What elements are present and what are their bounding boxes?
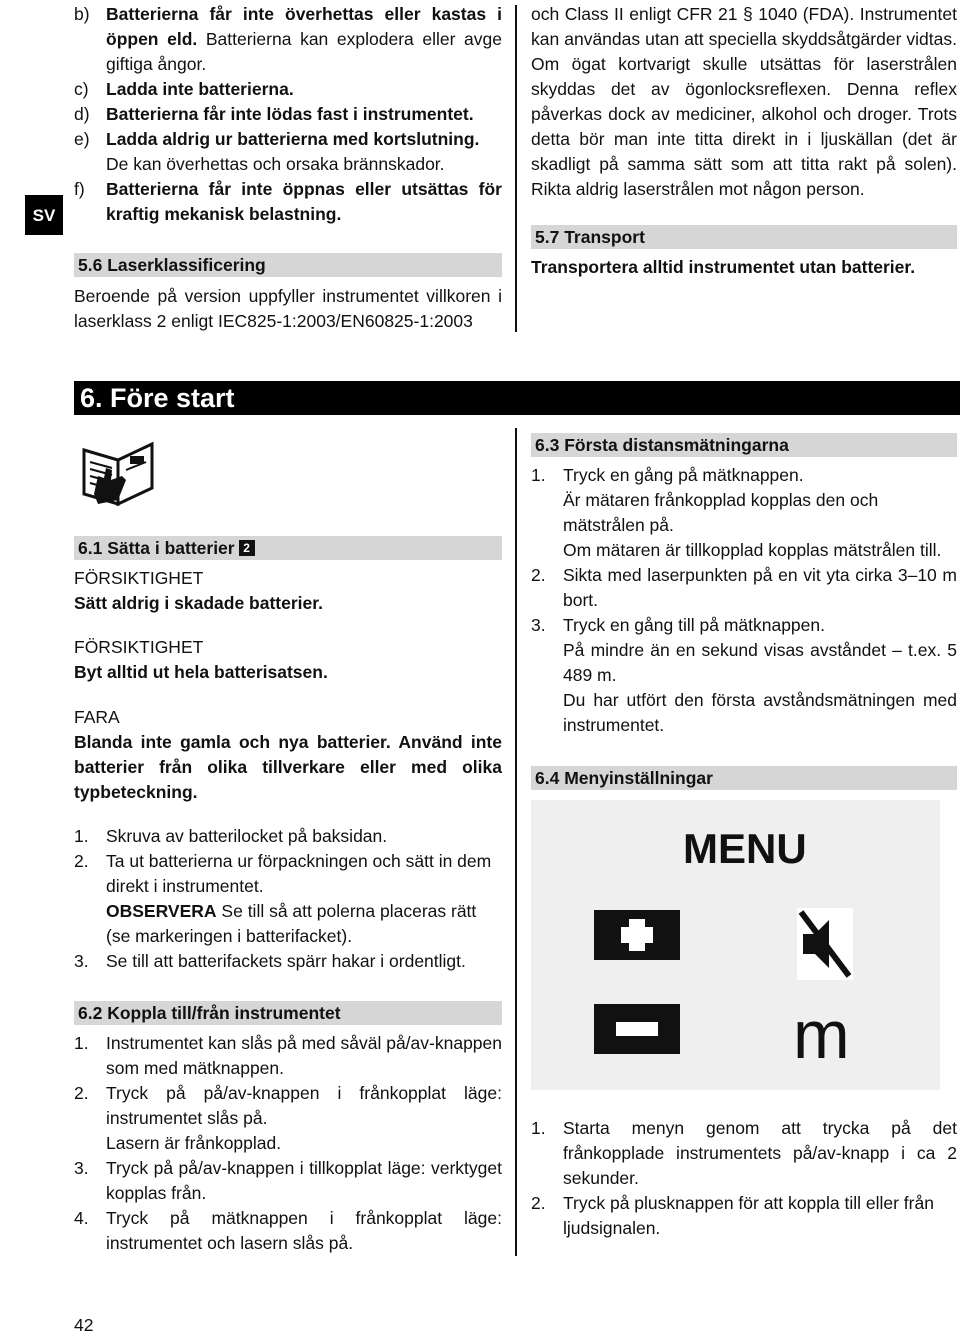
step-number: 3. (74, 951, 89, 971)
minus-icon (594, 1004, 680, 1054)
list-item (74, 949, 502, 974)
step-text: Tryck på plusknappen för att koppla till eller från ljudsignalen. (563, 1193, 934, 1238)
danger-block (74, 705, 502, 805)
first-measure-steps (531, 463, 957, 738)
item-bold-text: Ladda inte batterierna. (106, 79, 294, 99)
list-item (74, 102, 502, 127)
step-text: Tryck en gång till på mätknappen. (563, 615, 825, 635)
warning-text: Byt alltid ut hela batterisatsen. (74, 662, 328, 682)
mute-speaker-icon (797, 908, 853, 980)
step-number: 2. (74, 1083, 89, 1103)
section-heading-6-2: 6.2 Koppla till/från instrumentet (74, 1001, 502, 1025)
step-text: Är mätaren frånkopplad kopplas den och mätstrålen på. (563, 490, 879, 535)
section-title: 6.1 Sätta i batterier (78, 538, 235, 558)
step-text: Skruva av batterilocket på baksidan. (106, 826, 388, 846)
section-heading-6-4: 6.4 Menyinställningar (531, 766, 957, 790)
power-steps (74, 1031, 502, 1256)
list-item (74, 177, 502, 227)
step-text: Starta menyn genom att trycka på det frånkopplade instrumentets på/av-knapp i ca 2 sekunder. (563, 1118, 957, 1188)
menu-steps (531, 1116, 957, 1241)
menu-display-figure (531, 800, 940, 1090)
chapter-heading: 6. Före start (74, 381, 960, 415)
section-heading-5-6: 5.6 Laserklassificering (74, 253, 502, 277)
list-marker: e) (74, 129, 90, 149)
list-item (531, 613, 957, 738)
list-item (74, 849, 502, 949)
note (106, 899, 502, 949)
item-text: De kan överhettas och orsaka brännskador. (106, 154, 445, 174)
warning-block-1 (74, 566, 502, 616)
plus-icon (594, 910, 680, 960)
list-item (74, 77, 502, 102)
list-marker: d) (74, 104, 90, 124)
warning-block-2 (74, 635, 502, 685)
section-heading-6-1 (74, 536, 502, 560)
list-item (74, 1081, 502, 1156)
step-text: Instrumentet kan slås på med såväl på/av-knappen som med mätknappen. (106, 1033, 502, 1078)
figure-reference-badge: 2 (239, 540, 255, 556)
list-item (74, 2, 502, 77)
list-item (74, 1156, 502, 1206)
column-divider-top (515, 5, 517, 332)
list-item (74, 127, 502, 177)
danger-label: FARA (74, 707, 120, 727)
step-number: 2. (531, 565, 546, 585)
list-item (531, 1191, 957, 1241)
item-bold-text: Ladda aldrig ur batterierna med kortslutning. (106, 129, 480, 149)
laser-safety-text: och Class II enligt CFR 21 § 1040 (FDA). Instrumentet kan användas utan att speciella skyddsåtgärder vidtas. Om ögat kortvarigt skulle utsättas för laserstrålen skyddas det av ögonlocksreflexen. Denna reflex påverkas dock av mediciner, alkohol och droger. Trots detta bör man inte titta direkt in i ljuskällan (det är skadligt på samma sätt som att titta rakt på solen). Rikta aldrig laserstrålen mot någon person. (531, 4, 957, 199)
list-item (531, 463, 957, 563)
page-number: 42 (74, 1315, 94, 1335)
list-marker: f) (74, 179, 85, 199)
step-number: 4. (74, 1208, 89, 1228)
step-text: Tryck en gång på mätknappen. (563, 465, 804, 485)
step-text: Tryck på på/av-knappen i tillkopplat läge: verktyget kopplas från. (106, 1158, 502, 1203)
list-marker: c) (74, 79, 89, 99)
item-bold-text: Batterierna får inte lödas fast i instrumentet. (106, 104, 474, 124)
warning-label: FÖRSIKTIGHET (74, 637, 204, 657)
read-manual-icon (80, 436, 160, 508)
step-text: Lasern är frånkopplad. (106, 1133, 282, 1153)
item-bold-text: Batterierna får inte öppnas eller utsättas för kraftig mekanisk belastning. (106, 179, 502, 224)
unit-label: m (793, 997, 850, 1073)
step-number: 1. (531, 465, 546, 485)
language-tab: SV (25, 195, 63, 235)
step-number: 1. (531, 1118, 546, 1138)
note-text: Se till så att polerna placeras rätt (se markeringen i batterifacket). (106, 901, 477, 946)
step-number: 3. (74, 1158, 89, 1178)
step-number: 3. (531, 615, 546, 635)
column-divider-bottom (515, 428, 517, 1256)
step-text: Tryck på på/av-knappen i frånkopplat läge: instrumentet slås på. (106, 1083, 502, 1128)
step-text: På mindre än en sekund visas avståndet – t.ex. 5 489 m. (563, 640, 957, 685)
step-text: Om mätaren är tillkopplad kopplas mätstrålen till. (563, 540, 942, 560)
step-number: 1. (74, 1033, 89, 1053)
warning-label: FÖRSIKTIGHET (74, 568, 204, 588)
list-marker: b) (74, 4, 90, 24)
battery-install-steps (74, 824, 502, 974)
warning-text: Sätt aldrig i skadade batterier. (74, 593, 323, 613)
battery-safety-list (74, 2, 502, 227)
list-item (74, 824, 502, 849)
list-item (74, 1206, 502, 1256)
laser-class-text: Beroende på version uppfyller instrumentet villkoren i laserklass 2 enligt IEC825-1:2003/EN60825-1:2003 (74, 286, 502, 331)
transport-text: Transportera alltid instrumentet utan batterier. (531, 257, 916, 277)
menu-label: MENU (683, 825, 807, 872)
note-label: OBSERVERA (106, 901, 217, 921)
step-number: 2. (74, 851, 89, 871)
step-text: Se till att batterifackets spärr hakar i ordentligt. (106, 951, 466, 971)
step-text: Ta ut batterierna ur förpackningen och sätt in dem direkt i instrumentet. (106, 851, 492, 896)
list-item (531, 563, 957, 613)
step-number: 2. (531, 1193, 546, 1213)
section-heading-6-3: 6.3 Första distansmätningarna (531, 433, 957, 457)
list-item (531, 1116, 957, 1191)
item-bold-text: Batterierna får inte överhettas eller kastas i öppen eld. (106, 4, 502, 49)
step-text: Sikta med laserpunkten på en vit yta cirka 3–10 m bort. (563, 565, 957, 610)
danger-text: Blanda inte gamla och nya batterier. Använd inte batterier från olika tillverkare eller med olika typbeteckning. (74, 732, 502, 802)
step-text: Tryck på mätknappen i frånkopplat läge: instrumentet och lasern slås på. (106, 1208, 502, 1253)
list-item (74, 1031, 502, 1081)
step-number: 1. (74, 826, 89, 846)
step-text: Du har utfört den första avståndsmätningen med instrumentet. (563, 690, 957, 735)
section-heading-5-7: 5.7 Transport (531, 225, 957, 249)
item-text: Batterierna kan explodera eller avge giftiga ångor. (106, 29, 502, 74)
